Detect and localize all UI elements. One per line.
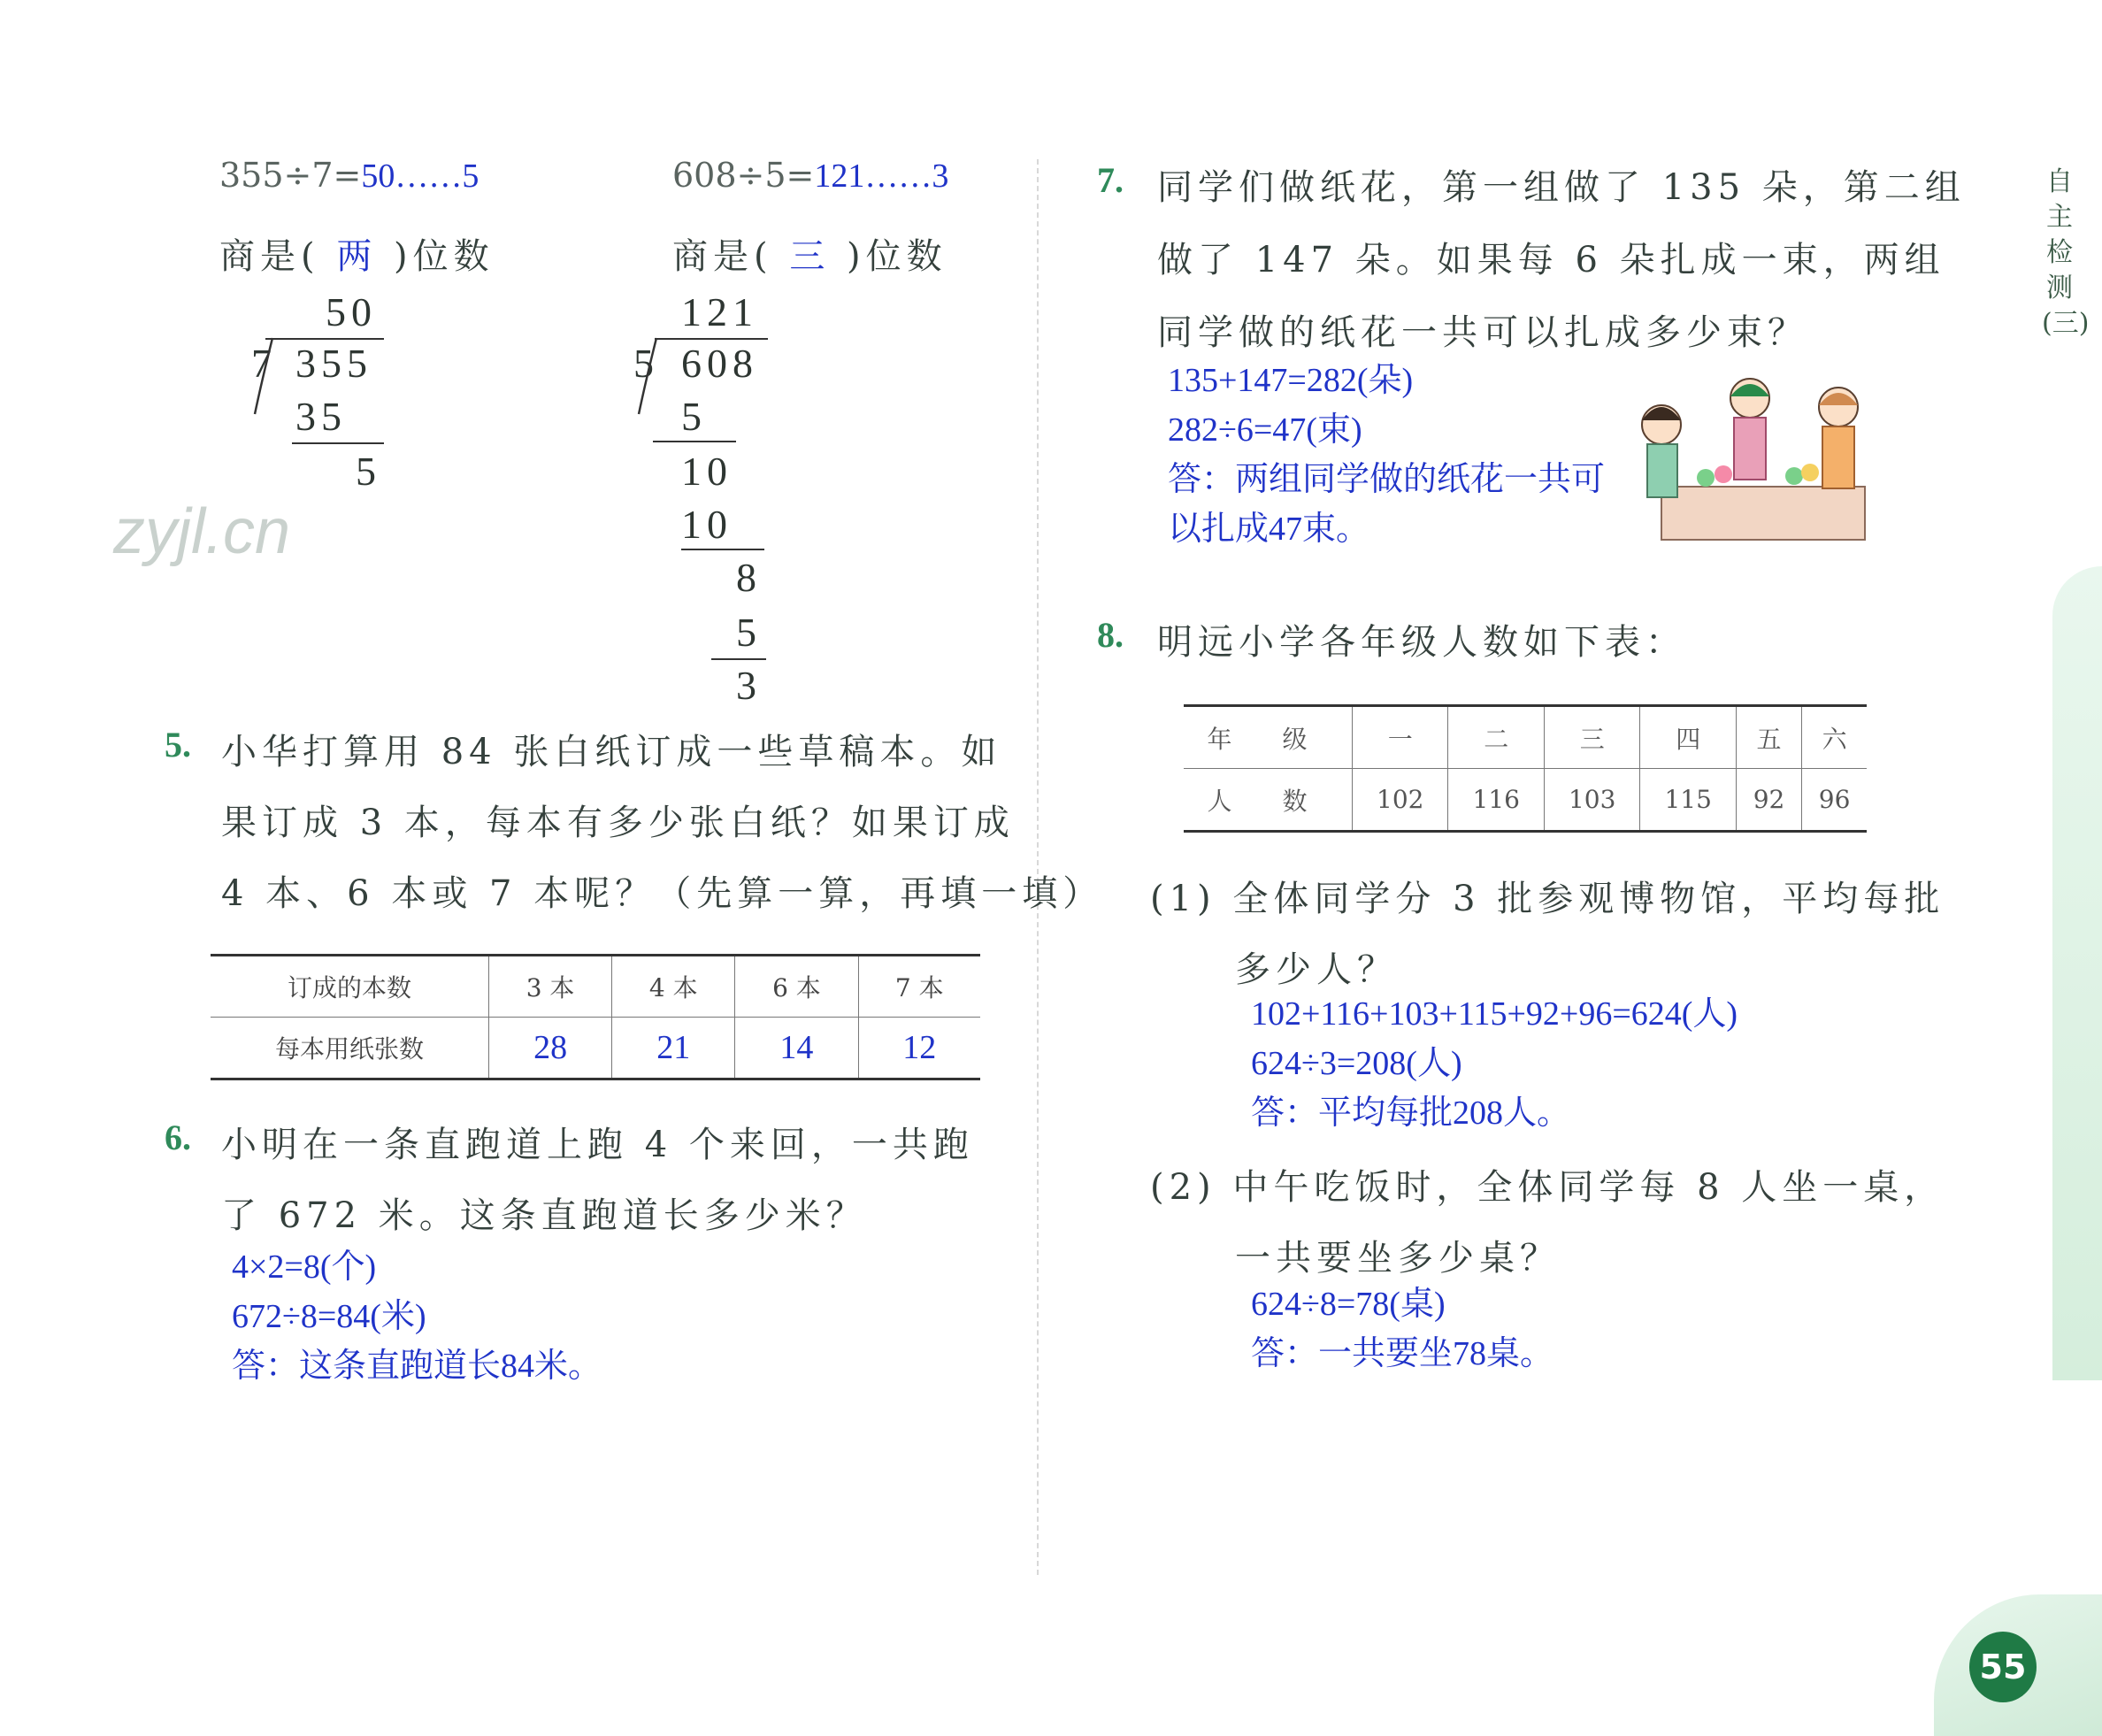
question-8-sub2-line: 一共要坐多少桌？ bbox=[1235, 1238, 1561, 1279]
children-making-flowers-illustration bbox=[1626, 372, 1891, 549]
ld2-step: 8 bbox=[736, 555, 762, 600]
ld2-dividend: 608 bbox=[681, 341, 758, 386]
question-6-answer: 672÷8=84(米) bbox=[232, 1298, 426, 1335]
ld2-quotient: 121 bbox=[681, 289, 758, 334]
table-row bbox=[1184, 769, 1867, 832]
division-2-quotient-digits: 商是( 三 )位数 bbox=[672, 236, 947, 277]
ld1-quotient: 50 bbox=[326, 289, 377, 334]
ld2-step: 10 bbox=[681, 449, 733, 494]
question-6-answer: 答：这条直跑道长84米。 bbox=[232, 1348, 602, 1385]
side-decoration bbox=[2052, 566, 2102, 1380]
question-7-answer: 答：两组同学做的纸花一共可 bbox=[1168, 461, 1606, 498]
table-row bbox=[211, 1018, 980, 1079]
ld2-step: 5 bbox=[736, 610, 762, 655]
division-1-answer: 50……5 bbox=[361, 157, 479, 195]
question-7-answer: 282÷6=47(束) bbox=[1168, 411, 1362, 449]
table-cell: 92 bbox=[1736, 769, 1801, 832]
question-5-line: 4 本、6 本或 7 本呢？（先算一算，再填一填） bbox=[221, 873, 1104, 914]
ld1-remainder: 5 bbox=[356, 449, 381, 494]
table-header-cell: 一 bbox=[1353, 706, 1448, 769]
table-answer-cell: 14 bbox=[735, 1018, 858, 1079]
question-8-intro: 明远小学各年级人数如下表： bbox=[1157, 622, 1686, 663]
division-1-digit-answer: 两 bbox=[336, 236, 378, 276]
question-7-number: 7. bbox=[1097, 160, 1124, 200]
question-8-sub2-line: (2) 中午吃饭时，全体同学每 8 人坐一桌， bbox=[1150, 1167, 1945, 1208]
division-1-equation: 355÷7=50……5 bbox=[219, 156, 479, 195]
ld1-bracket bbox=[253, 336, 280, 416]
table-row bbox=[1184, 706, 1867, 769]
table-cell: 96 bbox=[1818, 785, 1851, 814]
table-cell: 102 bbox=[1353, 769, 1448, 832]
question-8-sub1-answer: 624÷3=208(人) bbox=[1251, 1045, 1462, 1082]
division-1-quotient-digits: 商是( 两 )位数 bbox=[219, 236, 495, 277]
table-answer-cell: 28 bbox=[489, 1018, 612, 1079]
table-header-cell: 四 bbox=[1640, 706, 1736, 769]
table-header-cell: 6 本 bbox=[735, 956, 858, 1018]
question-8-number: 8. bbox=[1097, 615, 1124, 655]
question-8-sub1-line: (1) 全体同学分 3 批参观博物馆，平均每批 bbox=[1150, 879, 1945, 919]
table-header-cell: 二 bbox=[1448, 706, 1544, 769]
division-2-digit-answer: 三 bbox=[789, 236, 831, 276]
question-5-line: 小华打算用 84 张白纸订成一些草稿本。如 bbox=[221, 732, 1002, 772]
question-8-sub2-answer: 624÷8=78(桌) bbox=[1251, 1286, 1446, 1323]
question-8-sub2-answer: 答：一共要坐78桌。 bbox=[1251, 1335, 1554, 1372]
question-7-line: 做了 147 朵。如果每 6 朵扎成一束，两组 bbox=[1157, 240, 1945, 280]
page-number-badge: 55 bbox=[1969, 1632, 2037, 1702]
table-cell: 115 bbox=[1640, 769, 1736, 832]
question-6-line: 了 672 米。这条直跑道长多少米？ bbox=[221, 1195, 867, 1236]
watermark: zyjl.cn bbox=[113, 496, 291, 567]
table-row bbox=[211, 956, 980, 1018]
question-7-answer: 135+147=282(朵) bbox=[1168, 362, 1414, 399]
question-5-number: 5. bbox=[165, 725, 191, 764]
ld1-divisor: 7 bbox=[251, 341, 277, 386]
table-row-label: 每本用纸张数 bbox=[211, 1018, 489, 1079]
question-8-sub1-answer: 答：平均每批208人。 bbox=[1251, 1095, 1571, 1132]
question-5-line: 果订成 3 本，每本有多少张白纸？如果订成 bbox=[221, 803, 1015, 843]
division-2-equation: 608÷5=121……3 bbox=[672, 156, 949, 195]
division-2-answer: 121……3 bbox=[814, 157, 949, 195]
table-answer-cell: 12 bbox=[902, 1029, 937, 1066]
table-header-cell: 五 bbox=[1736, 706, 1801, 769]
ld1-dividend: 355 bbox=[295, 341, 372, 386]
question-6-answer: 4×2=8(个) bbox=[232, 1248, 377, 1286]
ld2-bracket bbox=[637, 336, 664, 416]
question-7-line: 同学们做纸花，第一组做了 135 朵，第二组 bbox=[1157, 167, 1966, 208]
ld2-remainder: 3 bbox=[736, 663, 762, 708]
question-7-line: 同学做的纸花一共可以扎成多少束？ bbox=[1157, 312, 1808, 353]
table-row-label: 订成的本数 bbox=[211, 956, 489, 1018]
section-title: 自主检测(三) bbox=[2042, 166, 2090, 339]
table-header-cell: 7 本 bbox=[858, 956, 980, 1018]
table-header-cell: 六 bbox=[1802, 706, 1867, 769]
table-header-cell: 4 本 bbox=[612, 956, 735, 1018]
question-6-line: 小明在一条直跑道上跑 4 个来回，一共跑 bbox=[221, 1125, 974, 1165]
table-cell: 116 bbox=[1448, 769, 1544, 832]
ld2-step: 10 bbox=[681, 502, 733, 547]
table-row-label: 年 级 bbox=[1184, 706, 1353, 769]
ld2-divisor: 5 bbox=[633, 341, 659, 386]
table-row-label: 人 数 bbox=[1184, 769, 1353, 832]
table-answer-cell: 21 bbox=[612, 1018, 735, 1079]
ld1-step: 35 bbox=[295, 394, 347, 439]
ld2-step: 5 bbox=[681, 394, 707, 439]
question-8-sub1-line: 多少人？ bbox=[1235, 949, 1398, 990]
table-cell: 103 bbox=[1544, 769, 1639, 832]
table-header-cell: 三 bbox=[1544, 706, 1639, 769]
question-5-table bbox=[211, 954, 980, 1080]
table-header-cell: 3 本 bbox=[489, 956, 612, 1018]
question-7-answer: 以扎成47束。 bbox=[1168, 511, 1370, 548]
question-6-number: 6. bbox=[165, 1118, 191, 1157]
question-8-sub1-answer: 102+116+103+115+92+96=624(人) bbox=[1251, 995, 1738, 1033]
question-8-table bbox=[1184, 704, 1867, 833]
